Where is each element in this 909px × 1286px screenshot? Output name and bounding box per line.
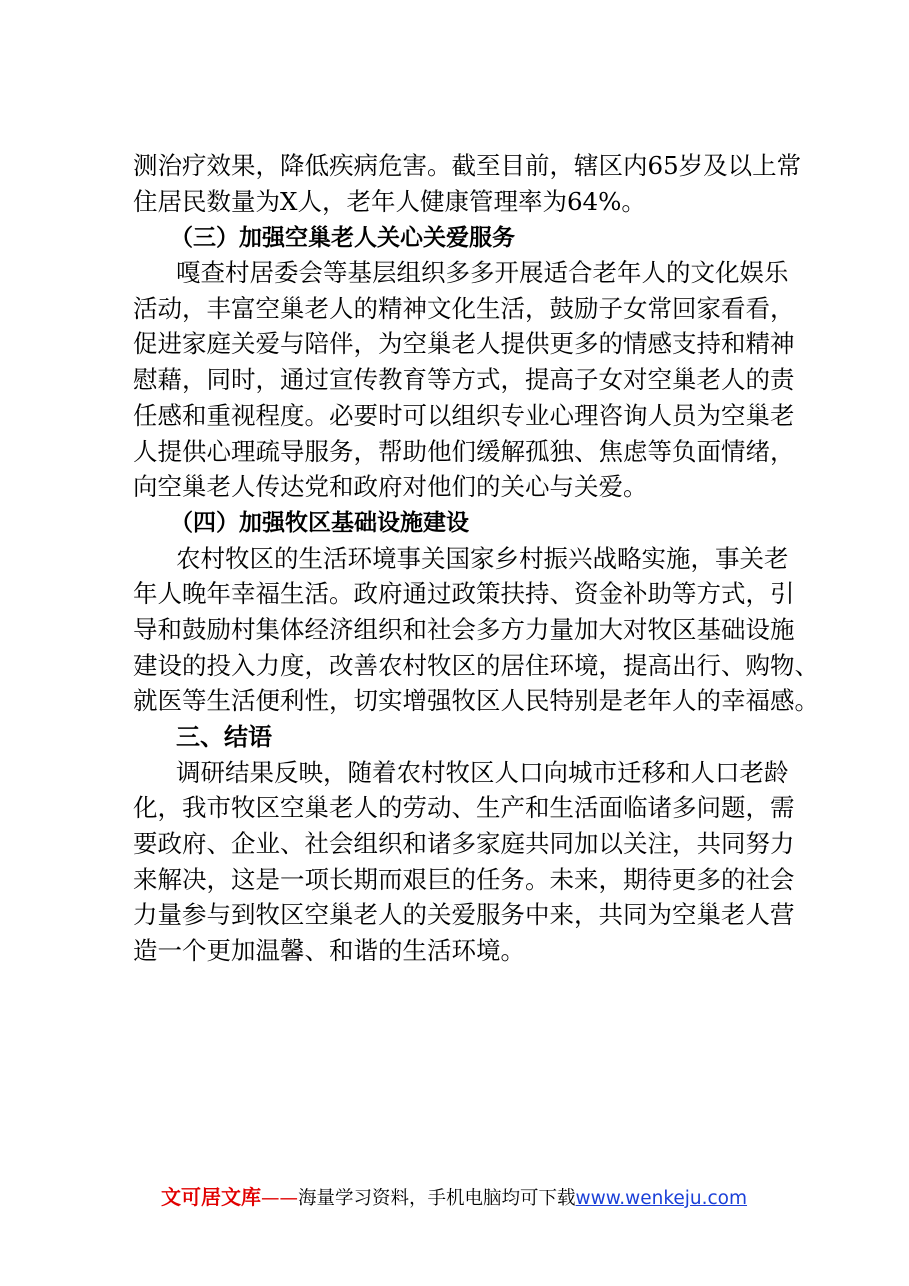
footer-tagline: 海量学习资料，手机电脑均可下载 [298, 1188, 576, 1209]
body-text-line: 导和鼓励村集体经济组织和社会多方力量加大对牧区基础设施 [133, 615, 795, 644]
body-text-line: 要政府、企业、社会组织和诸多家庭共同加以关注，共同努力 [133, 829, 795, 858]
body-text-line: 测治疗效果，降低疾病危害。截至目前，辖区内65岁及以上常 [133, 151, 802, 180]
body-text-line: 促进家庭关爱与陪伴，为空巢老人提供更多的情感支持和精神 [133, 329, 795, 358]
body-text-line: 化，我市牧区空巢老人的劳动、生产和生活面临诸多问题，需 [133, 793, 795, 822]
chapter-heading: 三、结语 [176, 723, 272, 751]
body-text-line: 年人晚年幸福生活。政府通过政策扶持、资金补助等方式，引 [133, 579, 795, 608]
footer-banner [161, 1184, 747, 1212]
section-heading: （三）加强空巢老人关心关爱服务 [170, 225, 515, 251]
body-text-line: 农村牧区的生活环境事关国家乡村振兴战略实施，事关老 [176, 544, 789, 573]
section-heading: （四）加强牧区基础设施建设 [170, 510, 469, 536]
body-text-line: 来解决，这是一项长期而艰巨的任务。未来，期待更多的社会 [133, 865, 795, 894]
body-text-line: 建设的投入力度，改善农村牧区的居住环境，提高出行、购物、 [133, 651, 819, 680]
body-text-line: 活动，丰富空巢老人的精神文化生活，鼓励子女常回家看看， [133, 294, 795, 323]
footer-brand: 文可居文库 [161, 1185, 261, 1209]
body-text-line: 慰藉，同时，通过宣传教育等方式，提高子女对空巢老人的责 [133, 365, 795, 394]
body-text-line: 向空巢老人传达党和政府对他们的关心与关爱。 [133, 472, 648, 501]
body-text-line: 就医等生活便利性，切实增强牧区人民特别是老年人的幸福感。 [133, 686, 819, 715]
body-text-line: 任感和重视程度。必要时可以组织专业心理咨询人员为空巢老 [133, 401, 795, 430]
body-text-line: 力量参与到牧区空巢老人的关爱服务中来，共同为空巢老人营 [133, 900, 795, 929]
body-text-line: 嘎查村居委会等基层组织多多开展适合老年人的文化娱乐 [176, 258, 789, 287]
body-text-line: 人提供心理疏导服务，帮助他们缓解孤独、焦虑等负面情绪， [133, 437, 795, 466]
footer-dash: —— [261, 1188, 298, 1209]
body-text-line: 住居民数量为X人，老年人健康管理率为64%。 [133, 187, 646, 216]
footer-url-link[interactable]: www.wenkeju.com [575, 1188, 748, 1209]
body-text-line: 造一个更加温馨、和谐的生活环境。 [133, 936, 525, 965]
body-text-line: 调研结果反映，随着农村牧区人口向城市迁移和人口老龄 [176, 758, 789, 787]
